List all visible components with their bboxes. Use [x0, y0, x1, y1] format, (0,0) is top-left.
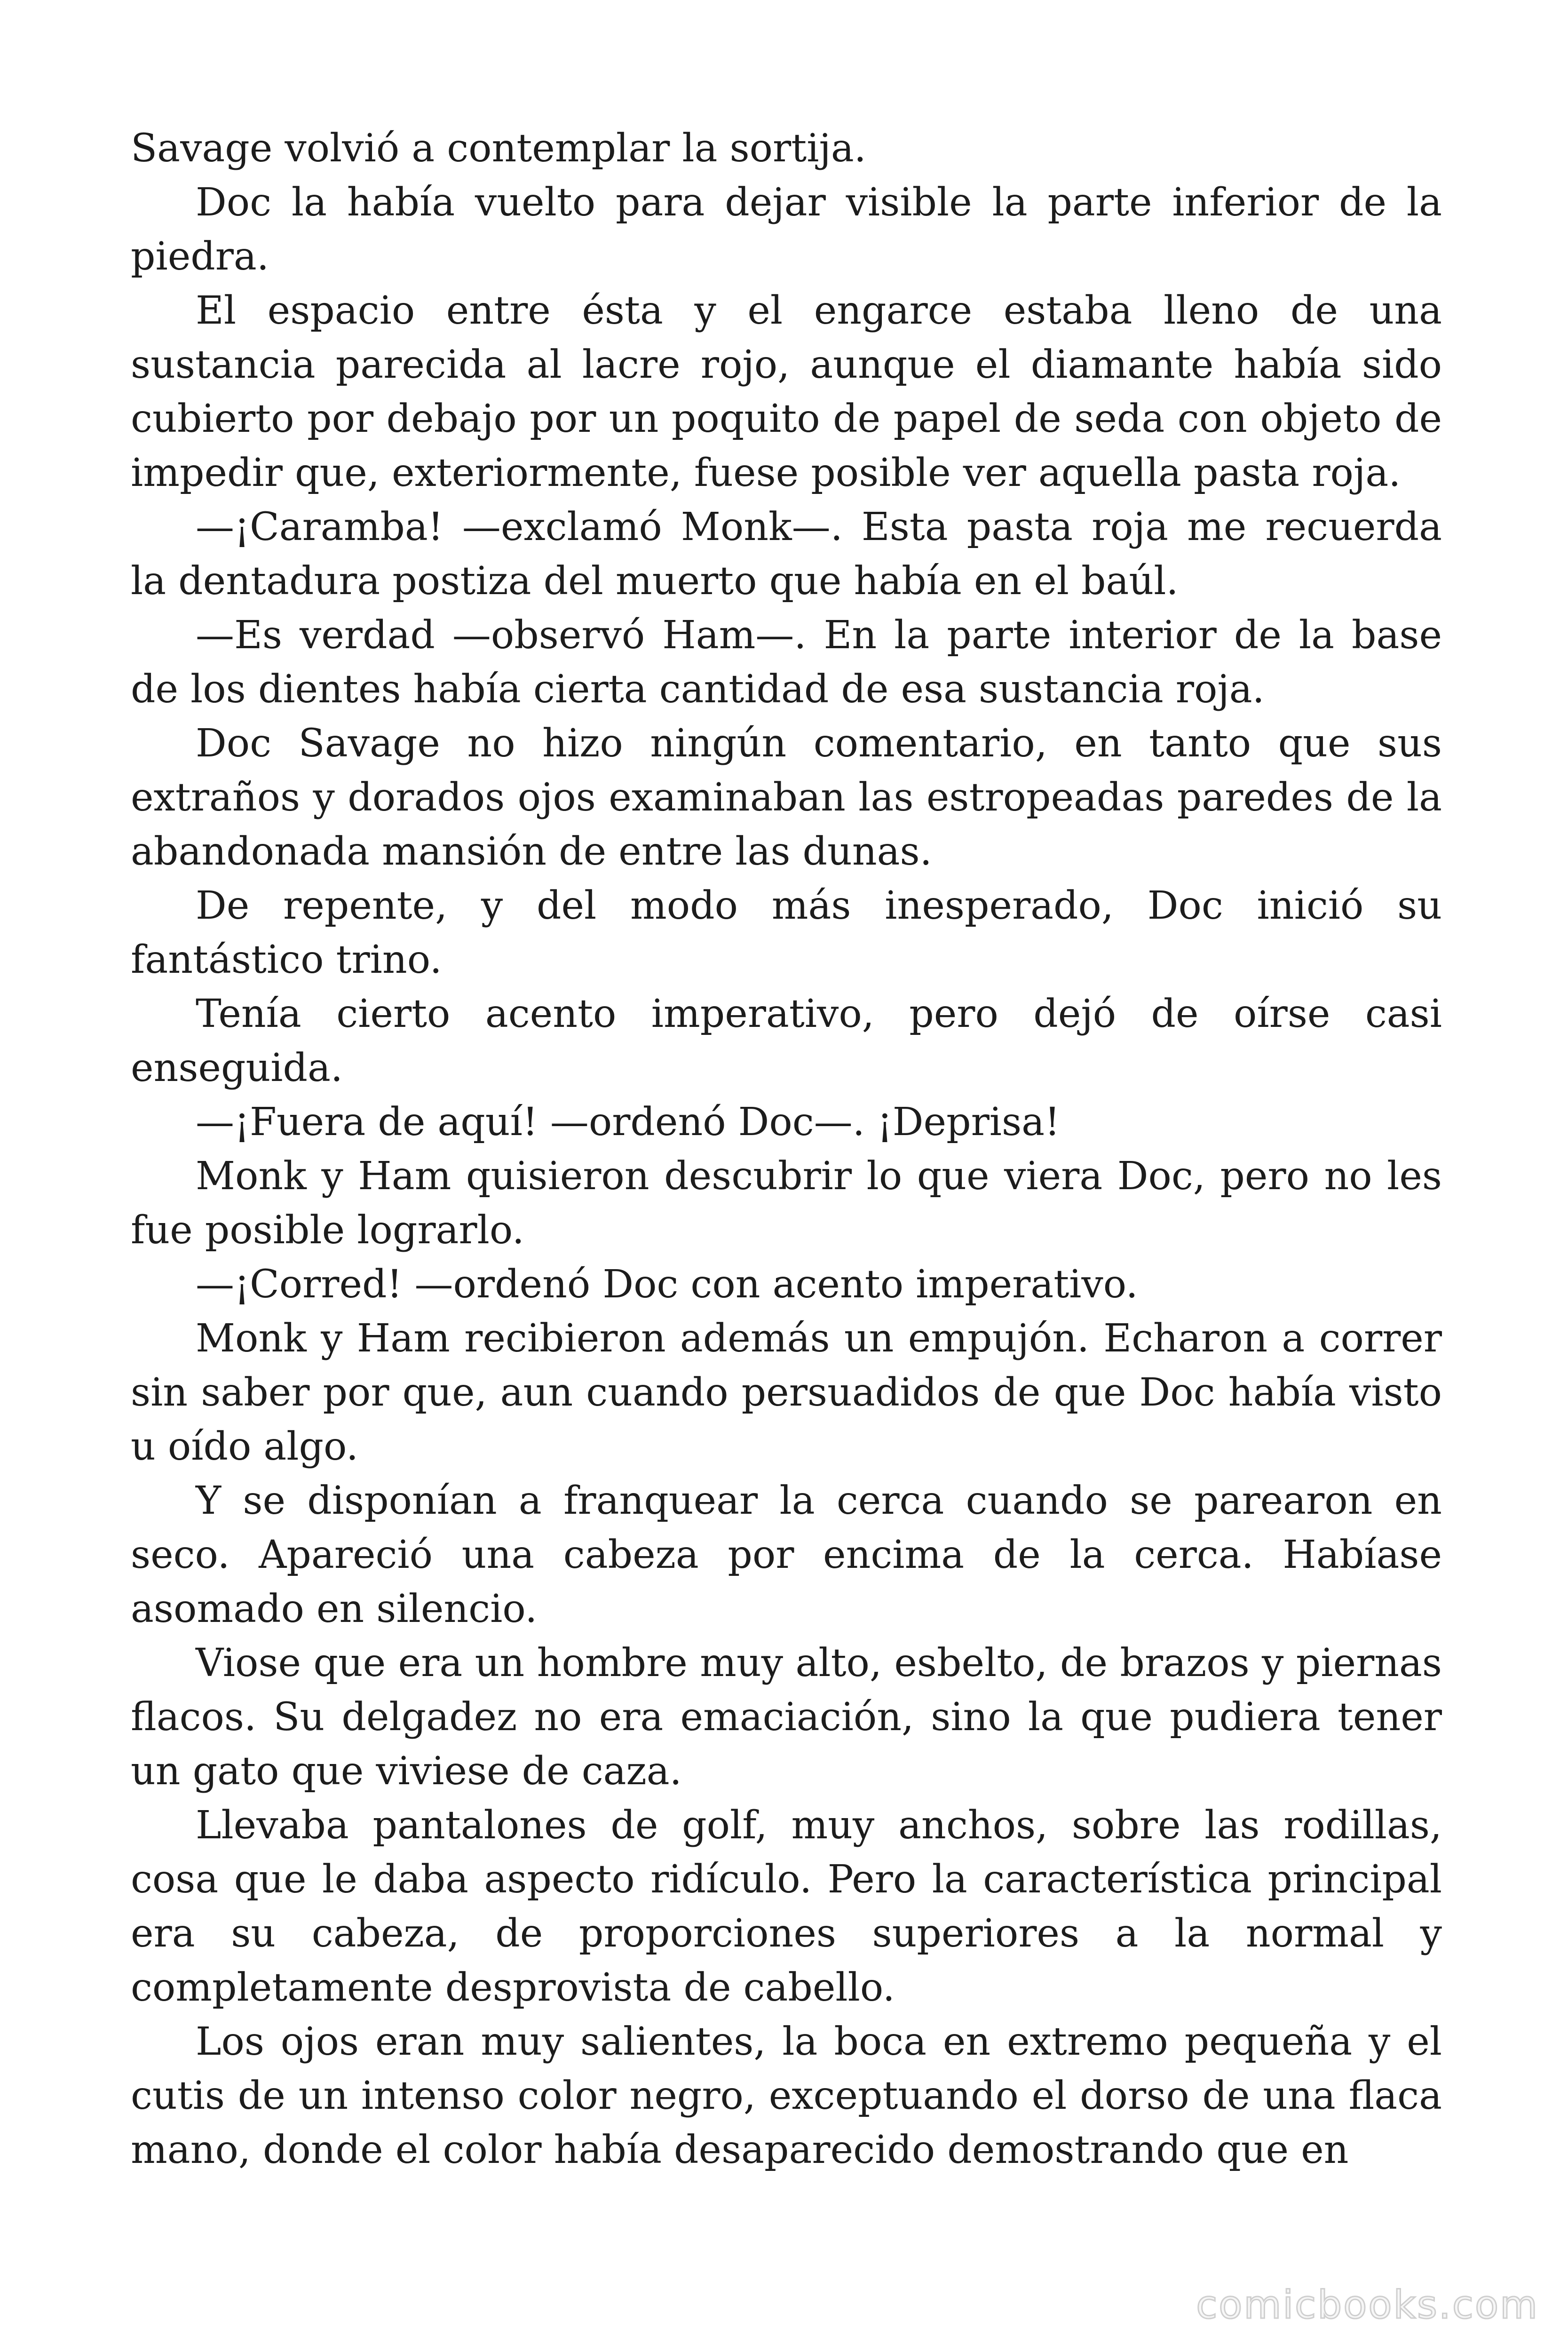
paragraph: Monk y Ham recibieron además un empujón. Echaron a correr sin saber por que, aun cuando persuadidos de que Doc había visto u oído algo. — [131, 1316, 1442, 1469]
paragraph: —Es verdad —observó Ham—. En la parte interior de la base de los dientes había cierta cantidad de esa sustancia roja. — [131, 613, 1442, 712]
watermark: comicbooks.com — [1196, 2283, 1539, 2328]
paragraph: Llevaba pantalones de golf, muy anchos, sobre las rodillas, cosa que le daba aspecto ridículo. Pero la característica principal era su cabeza, de proporciones superiores a la normal y completamente desprovista de cabello. — [131, 1803, 1442, 2010]
paragraph: Monk y Ham quisieron descubrir lo que viera Doc, pero no les fue posible lograrlo. — [131, 1154, 1442, 1253]
paragraph: De repente, y del modo más inesperado, Doc inició su fantástico trino. — [131, 883, 1442, 982]
paragraph: Tenía cierto acento imperativo, pero dejó de oírse casi enseguida. — [131, 992, 1442, 1090]
paragraph: —¡Caramba! —exclamó Monk—. Esta pasta roja me recuerda la dentadura postiza del muerto que había en el baúl. — [131, 505, 1442, 604]
body-text — [131, 121, 1442, 2177]
paragraph: —¡Corred! —ordenó Doc con acento imperativo. — [196, 1262, 1138, 1307]
paragraph: —¡Fuera de aquí! —ordenó Doc—. ¡Deprisa! — [196, 1100, 1060, 1144]
paragraph: Savage volvió a contemplar la sortija. — [131, 126, 866, 171]
paragraph: El espacio entre ésta y el engarce estaba lleno de una sustancia parecida al lacre rojo, aunque el diamante había sido cubierto por debajo por un poquito de papel de seda con objeto de impedir que, exteriormente, fuese posible ver aquella pasta roja. — [131, 288, 1442, 495]
paragraph: Y se disponían a franquear la cerca cuando se parearon en seco. Apareció una cabeza por encima de la cerca. Habíase asomado en silencio. — [131, 1478, 1442, 1631]
paragraph: Viose que era un hombre muy alto, esbelto, de brazos y piernas flacos. Su delgadez no era emaciación, sino la que pudiera tener un gato que viviese de caza. — [131, 1641, 1442, 1794]
paragraph: Los ojos eran muy salientes, la boca en extremo pequeña y el cutis de un intenso color negro, exceptuando el dorso de una flaca mano, donde el color había desaparecido demostrando que en — [131, 2019, 1442, 2172]
paragraph: Doc Savage no hizo ningún comentario, en tanto que sus extraños y dorados ojos examinaban las estropeadas paredes de la abandonada mansión de entre las dunas. — [131, 721, 1442, 874]
paragraph: Doc la había vuelto para dejar visible la parte inferior de la piedra. — [131, 180, 1442, 279]
